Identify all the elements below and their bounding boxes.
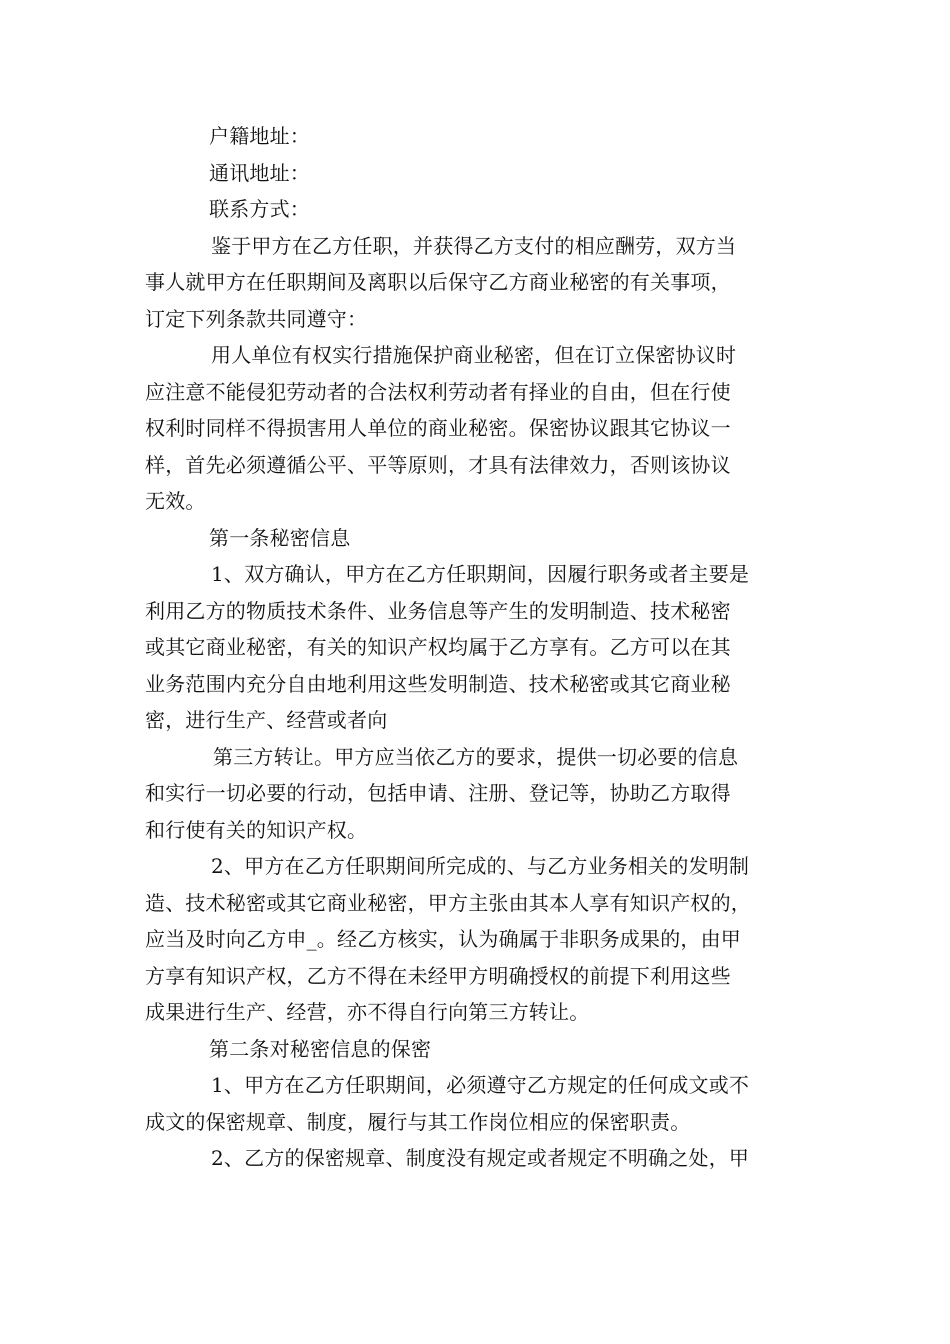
paragraph-line: 业务范围内充分自由地利用这些发明制造、技术秘密或其它商业秘 (145, 671, 731, 696)
paragraph-line: 样，首先必须遵循公平、平等原则，才具有法律效力，否则该协议 (145, 452, 731, 477)
paragraph-preamble (145, 228, 810, 338)
paragraph-employer-rights (145, 337, 810, 520)
field-contact-info: 联系方式： (209, 197, 310, 221)
document-body (145, 118, 810, 1177)
field-household-address: 户籍地址： (209, 124, 310, 148)
paragraph-line: 方享有知识产权，乙方不得在未经甲方明确授权的前提下利用这些 (145, 963, 731, 988)
article-2-heading: 第二条对秘密信息的保密 (209, 1036, 432, 1061)
paragraph-line: 1、甲方在乙方任职期间，必须遵守乙方规定的任何成文或不 (211, 1073, 750, 1097)
paragraph-line: 或其它商业秘密，有关的知识产权均属于乙方享有。乙方可以在其 (145, 635, 731, 659)
paragraph-line: 权利时同样不得损害用人单位的商业秘密。保密协议跟其它协议一 (145, 416, 731, 440)
paragraph-line: 利用乙方的物质技术条件、业务信息等产生的发明制造、技术秘密 (145, 598, 731, 623)
paragraph-line: 无效。 (145, 489, 206, 513)
paragraph-line: 成文的保密规章、制度，履行与其工作岗位相应的保密职责。 (145, 1109, 691, 1134)
clause-1-1 (145, 556, 810, 739)
paragraph-line: 用人单位有权实行措施保护商业秘密，但在订立保密协议时 (211, 343, 737, 367)
paragraph-line: 成果进行生产、经营，亦不得自行向第三方转让。 (145, 1000, 590, 1024)
clause-2-1 (145, 1067, 810, 1140)
paragraph-line: 和行使有关的知识产权。 (145, 817, 368, 842)
clause-2-2 (145, 1140, 810, 1177)
paragraph-line: 鉴于甲方在乙方任职，并获得乙方支付的相应酬劳，双方当 (211, 233, 737, 258)
paragraph-line: 应注意不能侵犯劳动者的合法权利劳动者有择业的自由，但在行使 (145, 379, 731, 404)
paragraph-line: 2、甲方在乙方任职期间所完成的、与乙方业务相关的发明制 (211, 854, 750, 878)
paragraph-line: 造、技术秘密或其它商业秘密，甲方主张由其本人享有知识产权的， (145, 890, 751, 915)
paragraph-line: 第三方转让。甲方应当依乙方的要求，提供一切必要的信息 (213, 744, 739, 769)
paragraph-line: 2、乙方的保密规章、制度没有规定或者规定不明确之处，甲 (211, 1146, 750, 1170)
paragraph-line: 事人就甲方在任职期间及离职以后保守乙方商业秘密的有关事项， (145, 270, 731, 294)
paragraph-line: 应当及时向乙方申_。经乙方核实，认为确属于非职务成果的，由甲 (145, 927, 741, 951)
clause-1-1-continued (145, 739, 810, 849)
paragraph-line: 1、双方确认，甲方在乙方任职期间，因履行职务或者主要是 (211, 562, 750, 586)
paragraph-line: 订定下列条款共同遵守： (145, 306, 368, 331)
paragraph-line: 密，进行生产、经营或者向 (145, 708, 388, 732)
field-mailing-address: 通讯地址： (209, 160, 310, 185)
clause-1-2 (145, 848, 810, 1031)
article-1-heading: 第一条秘密信息 (209, 525, 351, 550)
paragraph-line: 和实行一切必要的行动，包括申请、注册、登记等，协助乙方取得 (145, 781, 731, 805)
